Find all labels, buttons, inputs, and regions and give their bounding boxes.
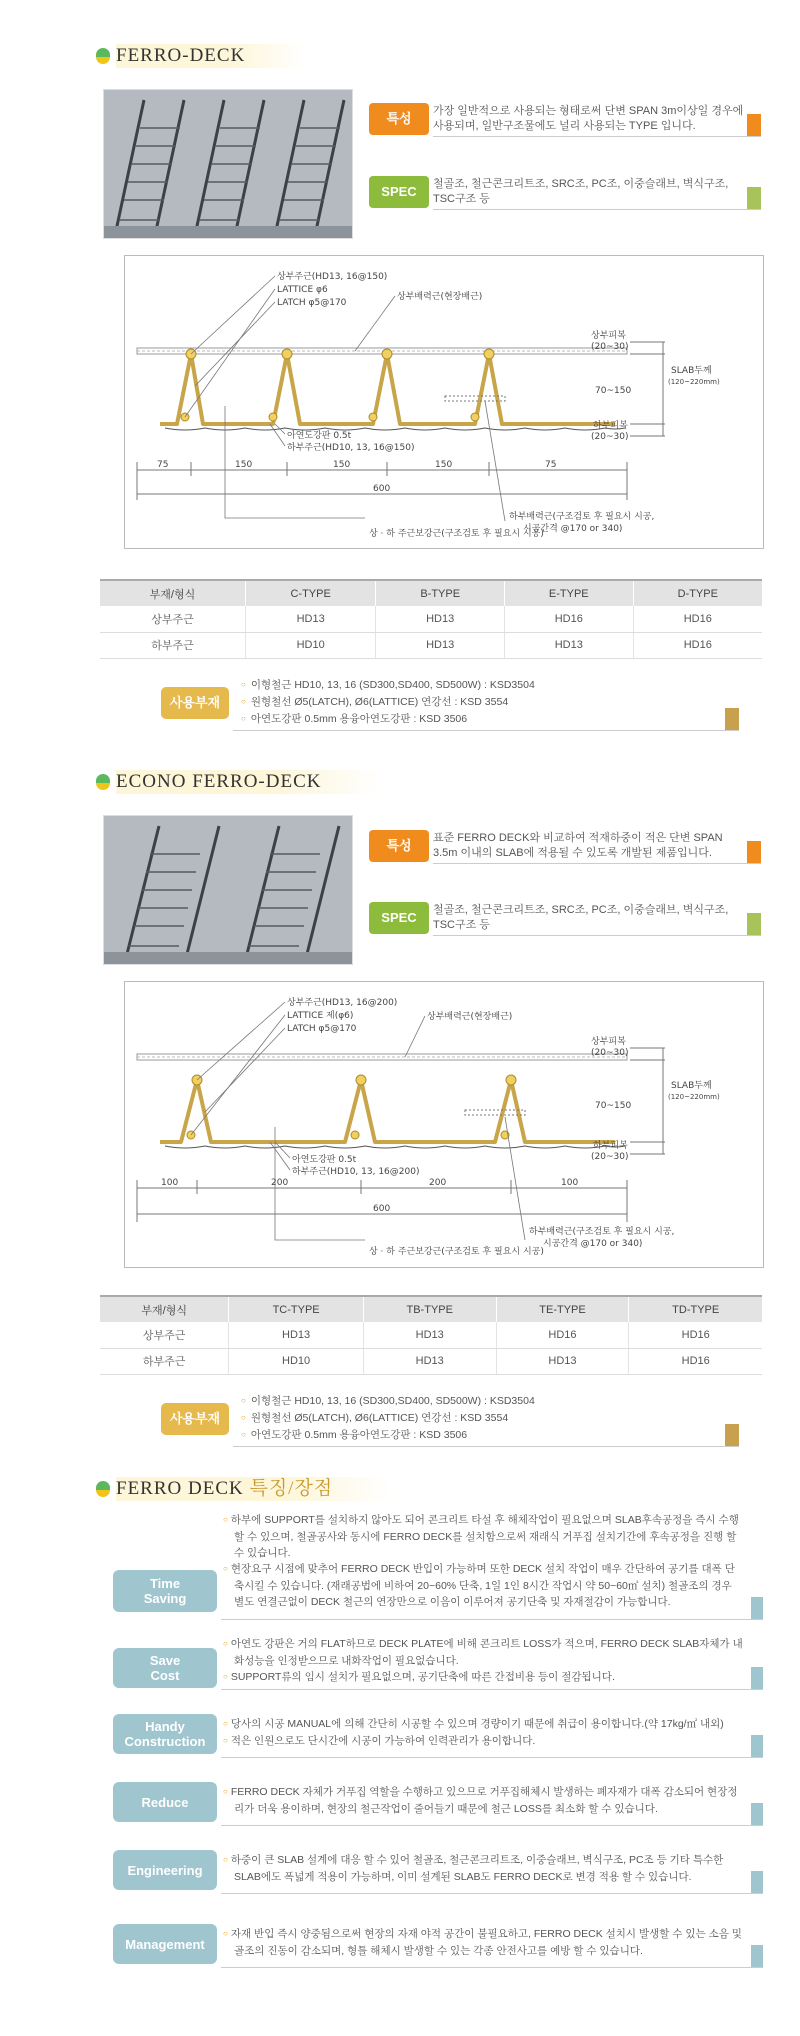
usage-list xyxy=(241,1393,535,1444)
table-header: E-TYPE xyxy=(504,580,633,606)
bullet-icon xyxy=(96,48,110,64)
corner-accent xyxy=(751,1945,763,1967)
table-header-row xyxy=(100,580,762,606)
feature-list xyxy=(223,1512,743,1610)
dim-3: 150 xyxy=(435,460,453,470)
feature-label-line2: Construction xyxy=(124,1734,206,1749)
table-header: 부재/형식 xyxy=(100,1296,229,1322)
corner-accent xyxy=(751,1597,763,1619)
bullet-icon xyxy=(96,774,110,790)
label-bot-cover: 하부피복 xyxy=(593,421,628,431)
bullet-icon xyxy=(96,1481,110,1497)
table-cell: HD13 xyxy=(363,1348,496,1374)
list-item: ○ 자재 반입 즉시 양중됨으로써 현장의 자재 야적 공간이 불필요하고, FERRO DECK 설치시 발생할 수 있는 소음 및 골조의 진동이 감소되며, 형틀 해체시 발생할 수 있는 각종 안전사고를 예방 할 수 있습니다. xyxy=(223,1926,743,1959)
dim-total: 600 xyxy=(373,484,391,494)
divider xyxy=(433,863,761,864)
list-item: ○ 아연도강판 0.5mm 용융아연도강판 : KSD 3506 xyxy=(241,1427,535,1444)
list-item: ○ 당사의 시공 MANUAL에 의해 간단히 시공할 수 있으며 경량이기 때문에 취급이 용이합니다.(약 17kg/㎡ 내외) xyxy=(223,1716,743,1733)
label-bot-cover-range: (20~30) xyxy=(591,1152,629,1162)
dim-1: 150 xyxy=(235,460,253,470)
table-cell: 하부주근 xyxy=(100,632,245,658)
section-header-features xyxy=(96,1477,566,1503)
divider xyxy=(221,1825,763,1826)
table-cell: HD16 xyxy=(496,1322,629,1348)
label-mid: 70~150 xyxy=(595,1101,632,1111)
spec-table xyxy=(100,1295,762,1375)
label-bot-cover: 하부피복 xyxy=(593,1141,628,1151)
list-item: ○ FERRO DECK 자체가 거푸집 역할을 수행하고 있으므로 거푸집해체시 발생하는 폐자재가 대폭 감소되어 현장정리가 더욱 용이하며, 현장의 철근작업이 줄어들기 때문에 철근 LOSS를 최소화 할 수 있습니다. xyxy=(223,1784,743,1817)
feature-list xyxy=(223,1852,743,1885)
divider xyxy=(233,1446,739,1447)
cross-section-diagram xyxy=(124,255,764,549)
section-title: ECONO FERRO-DECK xyxy=(116,770,381,794)
label-bot-dist-2: 시공간격 @170 or 340) xyxy=(543,1239,643,1249)
feature-label-line1: Time xyxy=(149,1576,181,1591)
list-item: ○ 적은 인원으로도 단시간에 시공이 가능하여 인력관리가 용이합니다. xyxy=(223,1733,743,1750)
usage-list xyxy=(241,677,535,728)
feature-box xyxy=(369,828,761,864)
spec-tag: SPEC xyxy=(369,902,429,934)
list-item: ○ 하부에 SUPPORT를 설치하지 않아도 되어 콘크리트 타설 후 해체작업이 필요없으며 SLAB후속공정을 즉시 수행할 수 있으며, 철골공사와 동시에 FERRO DECK를 설치함으로써 재래식 거푸집 설치기간에 후속공정을 진행 할 수 있습니다. xyxy=(223,1512,743,1561)
label-bot-dist: 하부배력근(구조검토 후 필요시 시공, xyxy=(509,512,655,522)
table-header: TC-TYPE xyxy=(229,1296,363,1322)
table-cell: HD13 xyxy=(496,1348,629,1374)
dim-1: 200 xyxy=(271,1178,289,1188)
table-cell: HD13 xyxy=(363,1322,496,1348)
corner-accent xyxy=(751,1667,763,1689)
table-cell: HD13 xyxy=(504,632,633,658)
feature-text: 가장 일반적으로 사용되는 형태로써 단변 SPAN 3m이상일 경우에 사용되며, 일반구조물에도 널리 사용되는 TYPE 입니다. xyxy=(433,105,744,132)
table-header: TE-TYPE xyxy=(496,1296,629,1322)
table-row xyxy=(100,632,762,658)
feature-list xyxy=(223,1716,743,1750)
section-title-accent: 특징/장점 xyxy=(249,1478,334,1499)
feature-list xyxy=(223,1636,743,1686)
divider xyxy=(221,1967,763,1968)
feature-label-line1: Save xyxy=(149,1653,181,1668)
dim-0: 75 xyxy=(157,460,169,470)
feature-label: Engineering xyxy=(113,1850,217,1890)
feature-row-management xyxy=(113,1920,763,1968)
feature-row-reduce xyxy=(113,1778,763,1826)
table-header: D-TYPE xyxy=(633,580,762,606)
table-cell: HD10 xyxy=(245,632,376,658)
corner-accent xyxy=(747,913,761,935)
divider xyxy=(433,136,761,137)
usage-box xyxy=(161,675,739,731)
table-cell: HD16 xyxy=(629,1322,762,1348)
dim-2: 200 xyxy=(429,1178,447,1188)
label-galv: 아연도강판 0.5t xyxy=(292,1155,357,1165)
table-header: TD-TYPE xyxy=(629,1296,762,1322)
label-top-bar: 상부주근(HD13, 16@200) xyxy=(287,998,398,1008)
label-top-dist: 상부배력근(현장배근) xyxy=(427,1012,513,1022)
table-cell: HD16 xyxy=(633,606,762,632)
feature-label-line2: Cost xyxy=(150,1668,180,1683)
list-item: ○ SUPPORT류의 임시 설치가 필요없으며, 공기단축에 따른 간접비용 등이 절감됩니다. xyxy=(223,1669,743,1686)
label-latch: LATCH φ5@170 xyxy=(287,1024,357,1034)
econo-ferro-deck-photo xyxy=(103,815,353,965)
list-item: ○ 하중이 큰 SLAB 설계에 대응 할 수 있어 철골조, 철근콘크리트조, 이중슬래브, 벽식구조, PC조 등 기타 특수한 SLAB에도 폭넓게 적용이 가능하며, 이미 설계된 SLAB도 FERRO DECK로 변경 적용 할 수 있습니다. xyxy=(223,1852,743,1885)
list-item: ○ 이형철근 HD10, 13, 16 (SD300,SD400, SD500W) : KSD3504 xyxy=(241,677,535,694)
divider xyxy=(221,1757,763,1758)
feature-tag: 특성 xyxy=(369,830,429,862)
list-item: ○ 이형철근 HD10, 13, 16 (SD300,SD400, SD500W) : KSD3504 xyxy=(241,1393,535,1410)
list-item: ○ 아연도강판 0.5mm 용융아연도강판 : KSD 3506 xyxy=(241,711,535,728)
label-slab: SLAB두께 xyxy=(671,1081,712,1091)
dim-total: 600 xyxy=(373,1204,391,1214)
dim-0: 100 xyxy=(161,1178,179,1188)
list-item: ○ 아연도 강판은 거의 FLAT하므로 DECK PLATE에 비해 콘크리트 LOSS가 적으며, FERRO DECK SLAB자체가 내화성능을 인정받으므로 내화작업이 필요없습니다. xyxy=(223,1636,743,1669)
label-bot-bar: 하부주근(HD10, 13, 16@150) xyxy=(287,443,415,453)
feature-row-handy-construction xyxy=(113,1710,763,1758)
corner-accent xyxy=(725,1424,739,1446)
feature-tag: 특성 xyxy=(369,103,429,135)
table-cell: HD13 xyxy=(376,606,505,632)
table-cell: HD16 xyxy=(504,606,633,632)
table-header: TB-TYPE xyxy=(363,1296,496,1322)
feature-label xyxy=(113,1570,217,1612)
table-row xyxy=(100,606,762,632)
list-item: ○ 원형철선 Ø5(LATCH), Ø6(LATTICE) 연강선 : KSD 3554 xyxy=(241,694,535,711)
feature-text: 표준 FERRO DECK와 비교하여 적재하중이 적은 단변 SPAN 3.5m 이내의 SLAB에 적용될 수 있도록 개발된 제품입니다. xyxy=(433,832,723,859)
section-header-ferro-deck xyxy=(96,44,566,70)
table-row xyxy=(100,1348,762,1374)
spec-box xyxy=(369,900,761,936)
table-header-row xyxy=(100,1296,762,1322)
usage-tag: 사용부재 xyxy=(161,687,229,719)
feature-row-save-cost xyxy=(113,1636,763,1690)
list-item: ○ 현장요구 시점에 맞추어 FERRO DECK 반입이 가능하며 또한 DECK 설치 작업이 매우 간단하여 공기를 대폭 단축시킬 수 있습니다. (재래공법에 비하여 20~60% 단축, 1일 1인 8시간 작업시 약 50~60㎡ 설치) 철골조의 경우 별도 연결근없이 DECK 철근의 연장만으로 이음이 이루어져 공기단축 및 자재절감이 가능합니다. xyxy=(223,1561,743,1610)
divider xyxy=(433,209,761,210)
divider xyxy=(233,730,739,731)
table-cell: HD13 xyxy=(376,632,505,658)
label-top-cover: 상부피복 xyxy=(591,1037,626,1047)
feature-label xyxy=(113,1714,217,1754)
divider xyxy=(433,935,761,936)
spec-box xyxy=(369,174,761,210)
label-lattice: LATTICE 제(φ6) xyxy=(287,1011,354,1021)
label-top-dist: 상부배력근(현장배근) xyxy=(397,292,483,302)
label-top-cover-range: (20~30) xyxy=(591,342,629,352)
dim-2: 150 xyxy=(333,460,351,470)
label-bot-dist-2: 시공간격 @170 or 340) xyxy=(523,524,623,534)
corner-accent xyxy=(751,1871,763,1893)
label-galv: 아연도강판 0.5t xyxy=(287,431,352,441)
label-mid: 70~150 xyxy=(595,386,632,396)
label-slab-range: (120~220mm) xyxy=(668,1093,720,1101)
table-cell: HD13 xyxy=(245,606,376,632)
label-bot-dist: 하부배력근(구조검토 후 필요시 시공, xyxy=(529,1227,675,1237)
list-item: ○ 원형철선 Ø5(LATCH), Ø6(LATTICE) 연강선 : KSD 3554 xyxy=(241,1410,535,1427)
divider xyxy=(221,1689,763,1690)
table-cell: HD16 xyxy=(629,1348,762,1374)
table-cell: 상부주근 xyxy=(100,606,245,632)
label-lattice: LATTICE φ6 xyxy=(277,285,328,295)
spec-text: 철골조, 철근콘크리트조, SRC조, PC조, 이중슬래브, 벽식구조, TSC구조 등 xyxy=(433,904,729,931)
feature-row-engineering xyxy=(113,1846,763,1894)
divider xyxy=(221,1619,763,1620)
feature-list xyxy=(223,1784,743,1817)
label-reinf: 상 · 하 주근보강근(구조검토 후 필요시 시공) xyxy=(369,529,544,539)
cross-section-diagram xyxy=(124,981,764,1268)
spec-table xyxy=(100,579,762,659)
label-slab: SLAB두께 xyxy=(671,366,712,376)
dim-3: 100 xyxy=(561,1178,579,1188)
label-bot-cover-range: (20~30) xyxy=(591,432,629,442)
label-top-cover: 상부피복 xyxy=(591,331,626,341)
spec-tag: SPEC xyxy=(369,176,429,208)
section-title: FERRO-DECK xyxy=(116,44,305,68)
table-header: C-TYPE xyxy=(245,580,376,606)
table-cell: HD13 xyxy=(229,1322,363,1348)
corner-accent xyxy=(751,1735,763,1757)
corner-accent xyxy=(747,187,761,209)
usage-tag: 사용부재 xyxy=(161,1403,229,1435)
table-cell: 상부주근 xyxy=(100,1322,229,1348)
feature-box xyxy=(369,101,761,137)
feature-label: Reduce xyxy=(113,1782,217,1822)
divider xyxy=(221,1893,763,1894)
spec-text: 철골조, 철근콘크리트조, SRC조, PC조, 이중슬래브, 벽식구조, TSC구조 등 xyxy=(433,178,729,205)
label-top-cover-range: (20~30) xyxy=(591,1048,629,1058)
table-header: B-TYPE xyxy=(376,580,505,606)
dim-4: 75 xyxy=(545,460,557,470)
feature-label xyxy=(113,1648,217,1688)
feature-label-line2: Saving xyxy=(143,1591,187,1606)
feature-list xyxy=(223,1926,743,1959)
corner-accent xyxy=(751,1803,763,1825)
table-cell: HD10 xyxy=(229,1348,363,1374)
section-title-main: FERRO DECK xyxy=(116,1478,244,1499)
ferro-deck-photo xyxy=(103,89,353,239)
table-cell: 하부주근 xyxy=(100,1348,229,1374)
table-header: 부재/형식 xyxy=(100,580,245,606)
corner-accent xyxy=(747,114,761,136)
feature-label-line1: Handy xyxy=(145,1719,185,1734)
feature-row-time-saving xyxy=(113,1512,763,1620)
label-latch: LATCH φ5@170 xyxy=(277,298,347,308)
section-header-econo-ferro-deck xyxy=(96,770,566,796)
table-row xyxy=(100,1322,762,1348)
corner-accent xyxy=(747,841,761,863)
label-top-bar: 상부주근(HD13, 16@150) xyxy=(277,272,388,282)
table-cell: HD16 xyxy=(633,632,762,658)
feature-label: Management xyxy=(113,1924,217,1964)
label-bot-bar: 하부주근(HD10, 13, 16@200) xyxy=(292,1167,420,1177)
section-title xyxy=(116,1477,393,1501)
label-slab-range: (120~220mm) xyxy=(668,378,720,386)
usage-box xyxy=(161,1391,739,1447)
corner-accent xyxy=(725,708,739,730)
label-reinf: 상 · 하 주근보강근(구조검토 후 필요시 시공) xyxy=(369,1247,544,1257)
